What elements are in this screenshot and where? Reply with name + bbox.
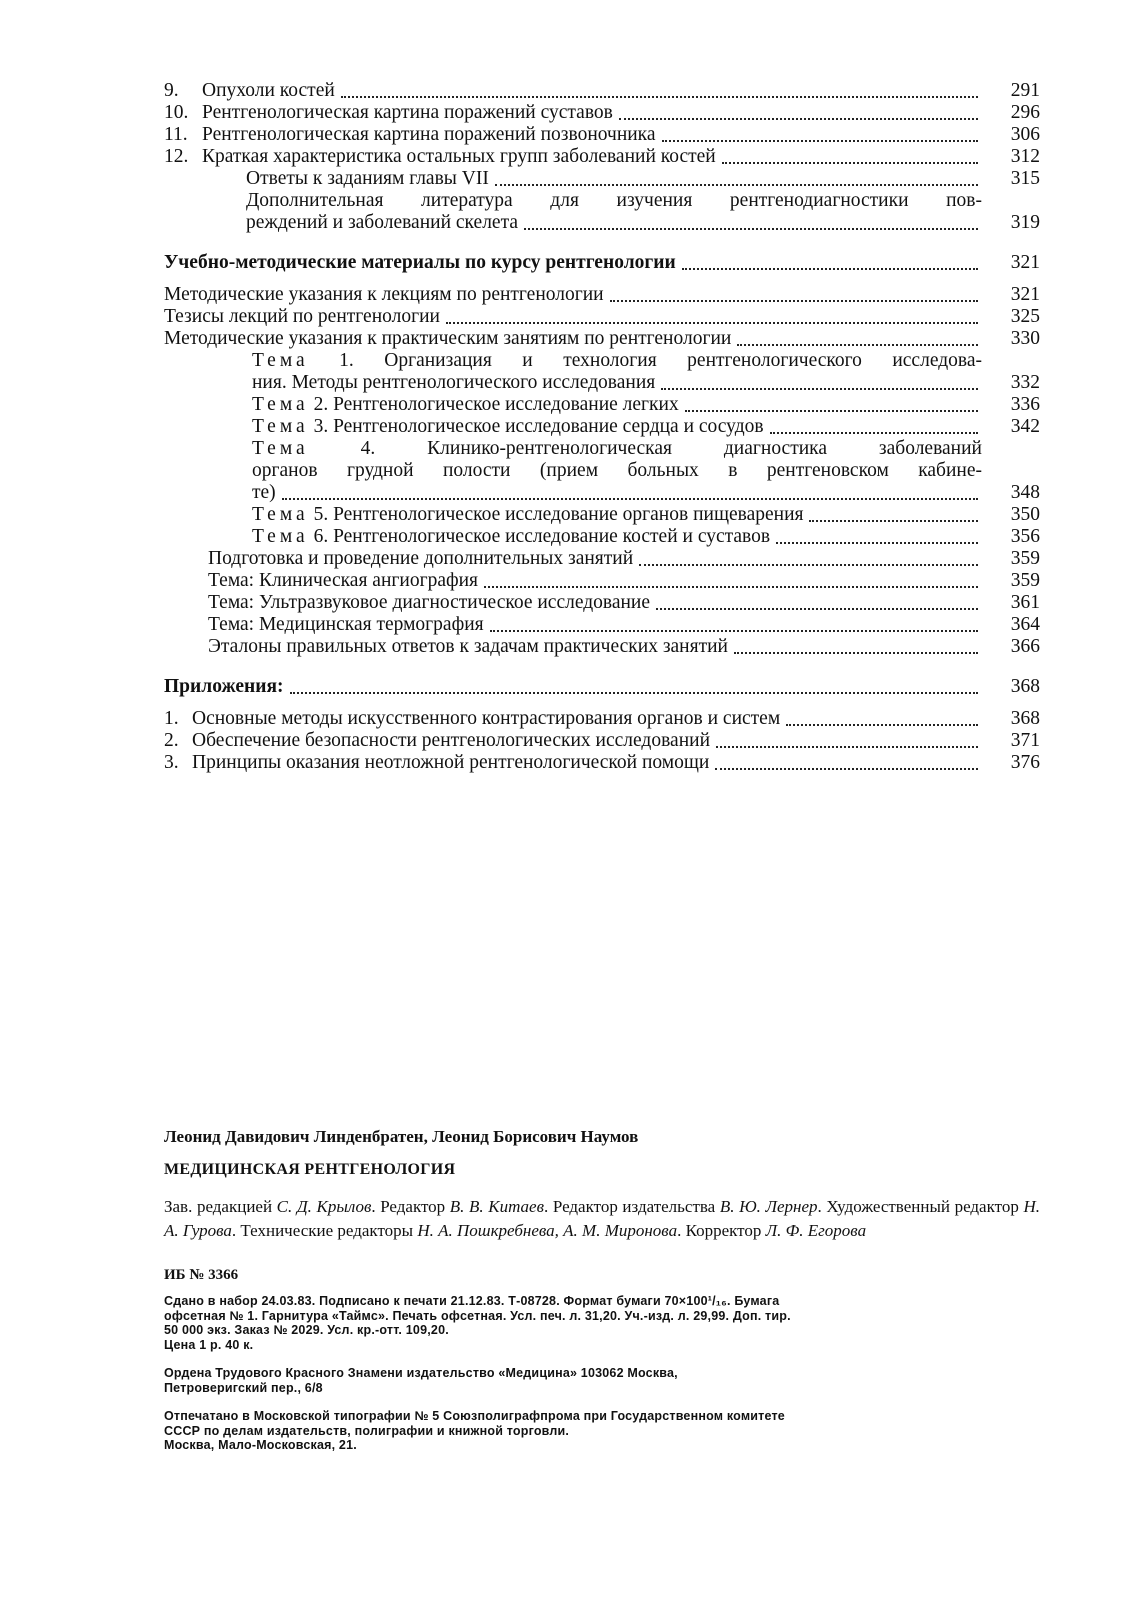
- toc-entry-page: 325: [1010, 306, 1040, 327]
- topic-title-line: 4. Клинико-рентгенологическая диагностика заболеваний: [308, 438, 982, 459]
- dot-leader: [682, 267, 978, 270]
- dot-leader: [737, 343, 978, 346]
- publisher-line: Петроверигский пер., 6/8: [164, 1380, 323, 1395]
- toc-topic: [164, 416, 1040, 438]
- toc-section-heading: [164, 252, 1040, 274]
- table-of-contents: [164, 80, 1040, 774]
- toc-entry-title: Краткая характеристика остальных групп заболеваний костей: [202, 146, 716, 167]
- dot-leader: [656, 607, 978, 610]
- toc-entry-number: 9.: [164, 80, 179, 101]
- toc-entry-title: Подготовка и проведение дополнительных занятий: [208, 548, 634, 569]
- toc-entry-title: Тема: Медицинская термография: [208, 614, 484, 635]
- toc-entry-page: 336: [1010, 394, 1040, 415]
- toc-entry-page: 348: [1010, 482, 1040, 503]
- toc-topic: [164, 372, 1040, 394]
- toc-entry-page: 315: [1010, 168, 1040, 189]
- toc-entry: [164, 636, 1040, 658]
- toc-entry-number: 3.: [164, 752, 179, 773]
- toc-entry-number: 2.: [164, 730, 179, 751]
- toc-entry: [164, 124, 1040, 146]
- section-title: Учебно-методические материалы по курсу рентгенологии: [164, 252, 676, 273]
- book-title: МЕДИЦИНСКАЯ РЕНТГЕНОЛОГИЯ: [164, 1161, 456, 1178]
- toc-entry-page: 319: [1010, 212, 1040, 233]
- dot-leader: [490, 629, 978, 632]
- toc-entry-page: 342: [1010, 416, 1040, 437]
- toc-entry: [164, 102, 1040, 124]
- printer-line: Отпечатано в Московской типографии № 5 Союзполиграфпрома при Государственном комитете: [164, 1409, 785, 1423]
- credit-role: Зав. редакцией: [164, 1197, 277, 1216]
- toc-topic: [164, 394, 1040, 416]
- toc-entry: [164, 80, 1040, 102]
- editorial-credits: [164, 1195, 1040, 1243]
- toc-entry-page: 296: [1010, 102, 1040, 123]
- toc-entry-title: Ответы к заданиям главы VII: [246, 168, 489, 189]
- toc-entry-title: Опухоли костей: [202, 80, 335, 101]
- ib-number: ИБ № 3366: [164, 1267, 239, 1283]
- dot-leader: [661, 387, 978, 390]
- printer-details: [164, 1409, 1040, 1453]
- toc-entry-page: 371: [1010, 730, 1040, 751]
- topic-title-line: ния. Методы рентгенологического исследования: [252, 372, 656, 393]
- print-run-details: [164, 1294, 1040, 1352]
- toc-entry: [164, 614, 1040, 636]
- toc-entry-page: 321: [1010, 284, 1040, 305]
- dot-leader: [639, 563, 978, 566]
- toc-entry-number: 10.: [164, 102, 189, 123]
- toc-entry-title: Тезисы лекций по рентгенологии: [164, 306, 440, 327]
- topic-label: Тема: [252, 438, 309, 459]
- toc-entry: [164, 306, 1040, 328]
- toc-entry-page: 356: [1010, 526, 1040, 547]
- dot-leader: [290, 691, 978, 694]
- dot-leader: [610, 299, 978, 302]
- toc-entry-page: 376: [1010, 752, 1040, 773]
- toc-entry: [164, 752, 1040, 774]
- dot-leader: [722, 161, 978, 164]
- toc-entry-number: 12.: [164, 146, 189, 167]
- credit-person: Н. А. Гурова: [164, 1197, 1040, 1240]
- topic-title-line: 1. Организация и технология рентгенологического исследова-: [308, 350, 982, 371]
- dot-leader: [715, 767, 978, 770]
- toc-entry-page: 306: [1010, 124, 1040, 145]
- topic-title: 6. Рентгенологическое исследование костей и суставов: [308, 526, 771, 547]
- toc-entry-page: 291: [1010, 80, 1040, 101]
- credit-person: С. Д. Крылов: [276, 1197, 372, 1216]
- dot-leader: [685, 409, 978, 412]
- credit-person: Н. А. Пошкребнева, А. М. Миронова: [417, 1221, 678, 1240]
- toc-entry-page: 350: [1010, 504, 1040, 525]
- dot-leader: [446, 321, 978, 324]
- toc-entry-page: 312: [1010, 146, 1040, 167]
- credit-role: . Редактор: [371, 1197, 450, 1216]
- print-run-line: Сдано в набор 24.03.83. Подписано к печати 21.12.83. Т-08728. Формат бумаги 70×100¹/₁₆. Бумага: [164, 1294, 780, 1308]
- toc-entry: [164, 592, 1040, 614]
- toc-entry: [164, 570, 1040, 592]
- toc-entry: [164, 730, 1040, 752]
- printer-line: СССР по делам издательств, полиграфии и книжной торговли.: [164, 1423, 570, 1438]
- price: Цена 1 р. 40 к.: [164, 1337, 254, 1352]
- publisher-details: [164, 1366, 1040, 1395]
- toc-entry-title: Эталоны правильных ответов к задачам практических занятий: [208, 636, 728, 657]
- imprint-block: [164, 1126, 1040, 1453]
- credit-person: Л. Ф. Егорова: [765, 1221, 867, 1240]
- toc-entry-title: Рентгенологическая картина поражений суставов: [202, 102, 613, 123]
- toc-topic: [164, 482, 1040, 504]
- toc-entry-page: 332: [1010, 372, 1040, 393]
- dot-leader: [495, 183, 978, 186]
- toc-entry-number: 1.: [164, 708, 179, 729]
- topic-title-line: органов грудной полости (прием больных в рентгеновском кабине-: [252, 460, 982, 481]
- toc-topic: [164, 526, 1040, 548]
- toc-entry-title: Тема: Клиническая ангиография: [208, 570, 479, 591]
- credit-role: . Художественный редактор: [817, 1197, 1024, 1216]
- dot-leader: [662, 139, 978, 142]
- print-run-line: офсетная № 1. Гарнитура «Таймс». Печать офсетная. Усл. печ. л. 31,20. Уч.-изд. л. 29,99. Доп. тир.: [164, 1308, 791, 1323]
- topic-label: Тема: [252, 526, 309, 547]
- toc-entry: [164, 212, 1040, 234]
- topic-label: Тема: [252, 504, 309, 525]
- toc-entry-title-line: реждений и заболеваний скелета: [246, 212, 518, 233]
- publisher-line: Ордена Трудового Красного Знамени издательство «Медицина» 103062 Москва,: [164, 1366, 678, 1380]
- dot-leader: [619, 117, 978, 120]
- toc-entry-title: Тема: Ультразвуковое диагностическое исследование: [208, 592, 651, 613]
- topic-title: 5. Рентгенологическое исследование органов пищеварения: [308, 504, 804, 525]
- section-page: 321: [1010, 252, 1040, 273]
- topic-title-line: те): [252, 482, 276, 503]
- toc-entry-title: Методические указания к лекциям по рентгенологии: [164, 284, 604, 305]
- printer-line: Москва, Мало-Московская, 21.: [164, 1438, 357, 1452]
- toc-entry: [164, 548, 1040, 570]
- dot-leader: [716, 745, 978, 748]
- dot-leader: [786, 723, 978, 726]
- book-authors: Леонид Давидович Линденбратен, Леонид Борисович Наумов: [164, 1127, 639, 1146]
- credit-role: . Корректор: [677, 1221, 766, 1240]
- dot-leader: [734, 651, 978, 654]
- toc-entry: [164, 708, 1040, 730]
- toc-entry-multiline: [164, 190, 1040, 212]
- toc-topic-line: [164, 460, 1040, 482]
- toc-entry: [164, 284, 1040, 306]
- topic-label: Тема: [252, 350, 309, 371]
- dot-leader: [524, 227, 978, 230]
- toc-entry: [164, 146, 1040, 168]
- dot-leader: [341, 95, 978, 98]
- topic-title: 2. Рентгенологическое исследование легких: [308, 394, 679, 415]
- dot-leader: [809, 519, 978, 522]
- topic-label: Тема: [252, 416, 309, 437]
- credit-role: . Технические редакторы: [231, 1221, 418, 1240]
- toc-entry-title: Обеспечение безопасности рентгенологических исследований: [192, 730, 711, 751]
- toc-topic-line: [164, 350, 1040, 372]
- toc-entry-title-line: Дополнительная литература для изучения рентгенодиагностики пов-: [246, 190, 982, 211]
- toc-entry-title: Рентгенологическая картина поражений позвоночника: [202, 124, 656, 145]
- print-run-line: 50 000 экз. Заказ № 2029. Усл. кр.-отт. 109,20.: [164, 1323, 449, 1337]
- toc-entry: [164, 328, 1040, 350]
- toc-entry-title: Методические указания к практическим занятиям по рентгенологии: [164, 328, 732, 349]
- toc-topic: [164, 504, 1040, 526]
- toc-entry-number: 11.: [164, 124, 188, 145]
- toc-entry-page: 361: [1010, 592, 1040, 613]
- credit-person: В. Ю. Лернер: [719, 1197, 818, 1216]
- toc-section-heading: [164, 676, 1040, 698]
- dot-leader: [484, 585, 978, 588]
- topic-title: 3. Рентгенологическое исследование сердца и сосудов: [308, 416, 764, 437]
- section-page: 368: [1010, 676, 1040, 697]
- section-title: Приложения:: [164, 676, 284, 697]
- topic-label: Тема: [252, 394, 309, 415]
- credit-person: В. В. Китаев: [449, 1197, 544, 1216]
- dot-leader: [776, 541, 978, 544]
- toc-entry-title: Основные методы искусственного контрастирования органов и систем: [192, 708, 781, 729]
- toc-entry-title: Принципы оказания неотложной рентгенологической помощи: [192, 752, 710, 773]
- toc-entry-page: 368: [1010, 708, 1040, 729]
- toc-entry: [164, 168, 1040, 190]
- toc-entry-page: 330: [1010, 328, 1040, 349]
- dot-leader: [770, 431, 978, 434]
- credit-role: . Редактор издательства: [543, 1197, 720, 1216]
- toc-entry-page: 359: [1010, 548, 1040, 569]
- toc-topic-line: [164, 438, 1040, 460]
- toc-entry-page: 366: [1010, 636, 1040, 657]
- dot-leader: [282, 497, 978, 500]
- toc-entry-page: 359: [1010, 570, 1040, 591]
- toc-entry-page: 364: [1010, 614, 1040, 635]
